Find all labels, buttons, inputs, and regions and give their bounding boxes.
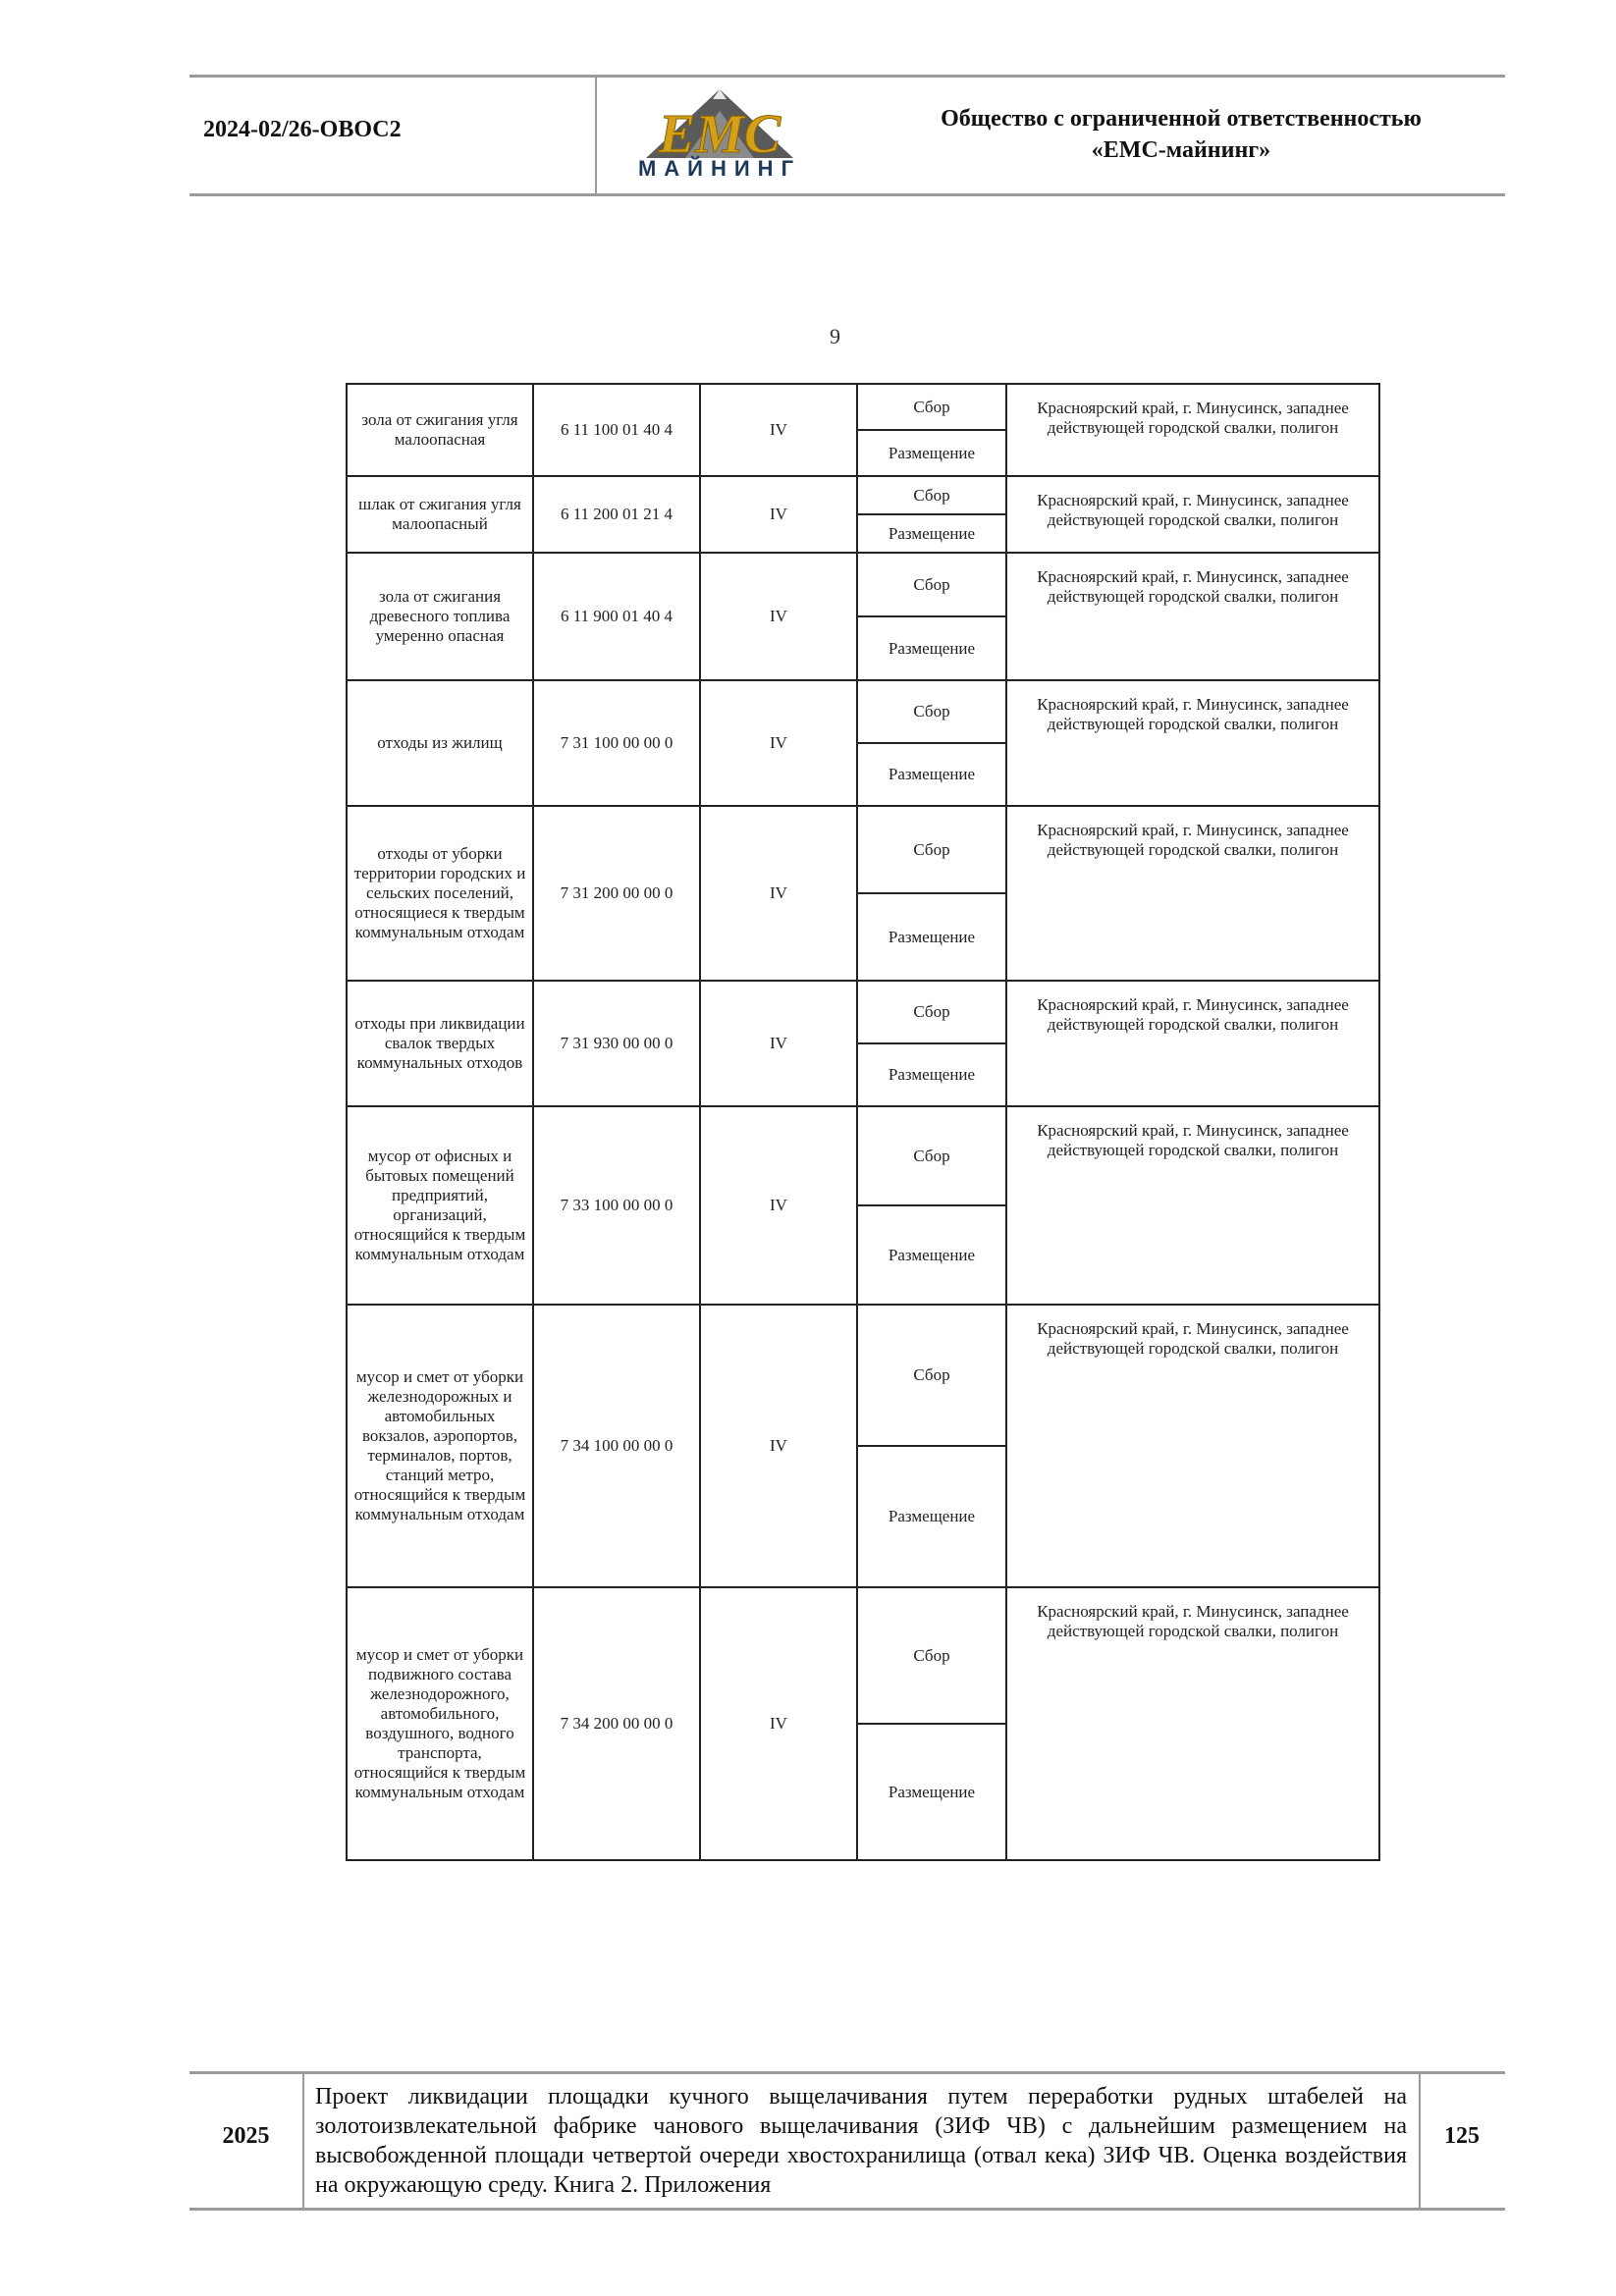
operation-collection: Сбор <box>913 1365 950 1384</box>
operation-placement: Размещение <box>858 429 1005 475</box>
operation-cell <box>857 1106 1006 1305</box>
logo-wordmark: МАЙНИНГ <box>637 156 802 181</box>
fkko-code-cell: 7 31 200 00 00 0 <box>533 806 700 981</box>
org-name-line1: Общество с ограниченной ответственностью <box>941 106 1422 132</box>
waste-name-cell: мусор и смет от уборки подвижного состава железнодорожного, автомобильного, воздушного, водного транспорта, относящийся к твердым коммунальным отходам <box>347 1587 533 1860</box>
waste-name-cell: зола от сжигания древесного топлива умеренно опасная <box>347 553 533 680</box>
operation-cell <box>857 384 1006 476</box>
operation-placement: Размещение <box>858 1445 1005 1586</box>
hazard-class-cell: IV <box>700 981 857 1106</box>
waste-name-cell: мусор от офисных и бытовых помещений предприятий, организаций, относящийся к твердым коммунальным отходам <box>347 1106 533 1305</box>
fkko-code-cell: 7 31 100 00 00 0 <box>533 680 700 806</box>
waste-table <box>346 383 1380 1861</box>
operation-placement: Размещение <box>858 513 1005 552</box>
facility-location-cell: Красноярский край, г. Минусинск, западнее действующей городской свалки, полигон <box>1006 1587 1379 1860</box>
operation-collection: Сбор <box>913 839 950 859</box>
operation-placement: Размещение <box>858 1204 1005 1304</box>
operation-cell <box>857 1305 1006 1587</box>
hazard-class-cell: IV <box>700 680 857 806</box>
operation-collection: Сбор <box>913 485 950 505</box>
facility-location-cell: Красноярский край, г. Минусинск, западнее действующей городской свалки, полигон <box>1006 1106 1379 1305</box>
operation-cell <box>857 553 1006 680</box>
table-row <box>347 476 1379 553</box>
company-logo <box>626 81 813 189</box>
table-row <box>347 680 1379 806</box>
waste-name-cell: зола от сжигания угля малоопасная <box>347 384 533 476</box>
operation-cell <box>857 981 1006 1106</box>
operation-collection: Сбор <box>913 702 950 721</box>
fkko-code-cell: 6 11 900 01 40 4 <box>533 553 700 680</box>
fkko-code-cell: 6 11 100 01 40 4 <box>533 384 700 476</box>
hazard-class-cell: IV <box>700 1305 857 1587</box>
operation-cell <box>857 680 1006 806</box>
table-row <box>347 553 1379 680</box>
facility-location-cell: Красноярский край, г. Минусинск, западнее действующей городской свалки, полигон <box>1006 680 1379 806</box>
document-code: 2024-02/26-ОВОС2 <box>203 117 402 142</box>
waste-name-cell: шлак от сжигания угля малоопасный <box>347 476 533 553</box>
header-divider <box>595 78 597 193</box>
waste-name-cell: отходы от уборки территории городских и сельских поселений, относящиеся к твердым коммунальным отходам <box>347 806 533 981</box>
operation-collection: Сбор <box>913 397 950 416</box>
table-row <box>347 1305 1379 1587</box>
operation-collection: Сбор <box>913 574 950 594</box>
waste-table-body <box>347 384 1379 1860</box>
fkko-code-cell: 7 33 100 00 00 0 <box>533 1106 700 1305</box>
operation-collection: Сбор <box>913 1645 950 1665</box>
fkko-code-cell: 7 31 930 00 00 0 <box>533 981 700 1106</box>
operation-collection: Сбор <box>913 1146 950 1165</box>
waste-name-cell: отходы при ликвидации свалок твердых коммунальных отходов <box>347 981 533 1106</box>
mountain-logo-icon <box>626 81 813 160</box>
fkko-code-cell: 6 11 200 01 21 4 <box>533 476 700 553</box>
table-row <box>347 384 1379 476</box>
hazard-class-cell: IV <box>700 1587 857 1860</box>
organization-name <box>857 103 1505 166</box>
operation-collection: Сбор <box>913 1002 950 1021</box>
facility-location-cell: Красноярский край, г. Минусинск, западнее действующей городской свалки, полигон <box>1006 981 1379 1106</box>
fkko-code-cell: 7 34 100 00 00 0 <box>533 1305 700 1587</box>
scanned-table-area <box>346 383 1380 1861</box>
footer-project-title: Проект ликвидации площадки кучного выщелачивания путем переработки рудных штабелей на золотоизвлекательной фабрике чанового выщелачивания (ЗИФ ЧВ) с дальнейшим размещением на высвобожденной площади четвертой очереди хвостохранилища (отвал кека) ЗИФ ЧВ. Оценка воздействия на окружающую среду. Книга 2. Приложения <box>315 2084 1407 2198</box>
operation-placement: Размещение <box>858 892 1005 980</box>
hazard-class-cell: IV <box>700 806 857 981</box>
hazard-class-cell: IV <box>700 384 857 476</box>
footer-year: 2025 <box>222 2123 270 2149</box>
scan-page-number: 9 <box>830 324 840 348</box>
svg-text:EMC: EMC <box>658 104 781 160</box>
operation-cell <box>857 476 1006 553</box>
table-row <box>347 806 1379 981</box>
page-header <box>189 75 1505 196</box>
operation-placement: Размещение <box>858 742 1005 805</box>
hazard-class-cell: IV <box>700 553 857 680</box>
waste-name-cell: мусор и смет от уборки железнодорожных и автомобильных вокзалов, аэропортов, терминалов, портов, станций метро, относящийся к твердым коммунальным отходам <box>347 1305 533 1587</box>
operation-cell <box>857 1587 1006 1860</box>
table-row <box>347 981 1379 1106</box>
hazard-class-cell: IV <box>700 476 857 553</box>
facility-location-cell: Красноярский край, г. Минусинск, западнее действующей городской свалки, полигон <box>1006 1305 1379 1587</box>
table-row <box>347 1106 1379 1305</box>
page-footer <box>189 2071 1505 2211</box>
operation-cell <box>857 806 1006 981</box>
org-name-line2: «ЕМС-майнинг» <box>1091 137 1271 163</box>
footer-divider-left <box>302 2074 304 2208</box>
fkko-code-cell: 7 34 200 00 00 0 <box>533 1587 700 1860</box>
waste-name-cell: отходы из жилищ <box>347 680 533 806</box>
operation-placement: Размещение <box>858 615 1005 679</box>
operation-placement: Размещение <box>858 1042 1005 1105</box>
facility-location-cell: Красноярский край, г. Минусинск, западнее действующей городской свалки, полигон <box>1006 806 1379 981</box>
hazard-class-cell: IV <box>700 1106 857 1305</box>
table-row <box>347 1587 1379 1860</box>
operation-placement: Размещение <box>858 1723 1005 1859</box>
facility-location-cell: Красноярский край, г. Минусинск, западнее действующей городской свалки, полигон <box>1006 553 1379 680</box>
facility-location-cell: Красноярский край, г. Минусинск, западнее действующей городской свалки, полигон <box>1006 384 1379 476</box>
facility-location-cell: Красноярский край, г. Минусинск, западнее действующей городской свалки, полигон <box>1006 476 1379 553</box>
footer-page-number: 125 <box>1444 2123 1480 2149</box>
